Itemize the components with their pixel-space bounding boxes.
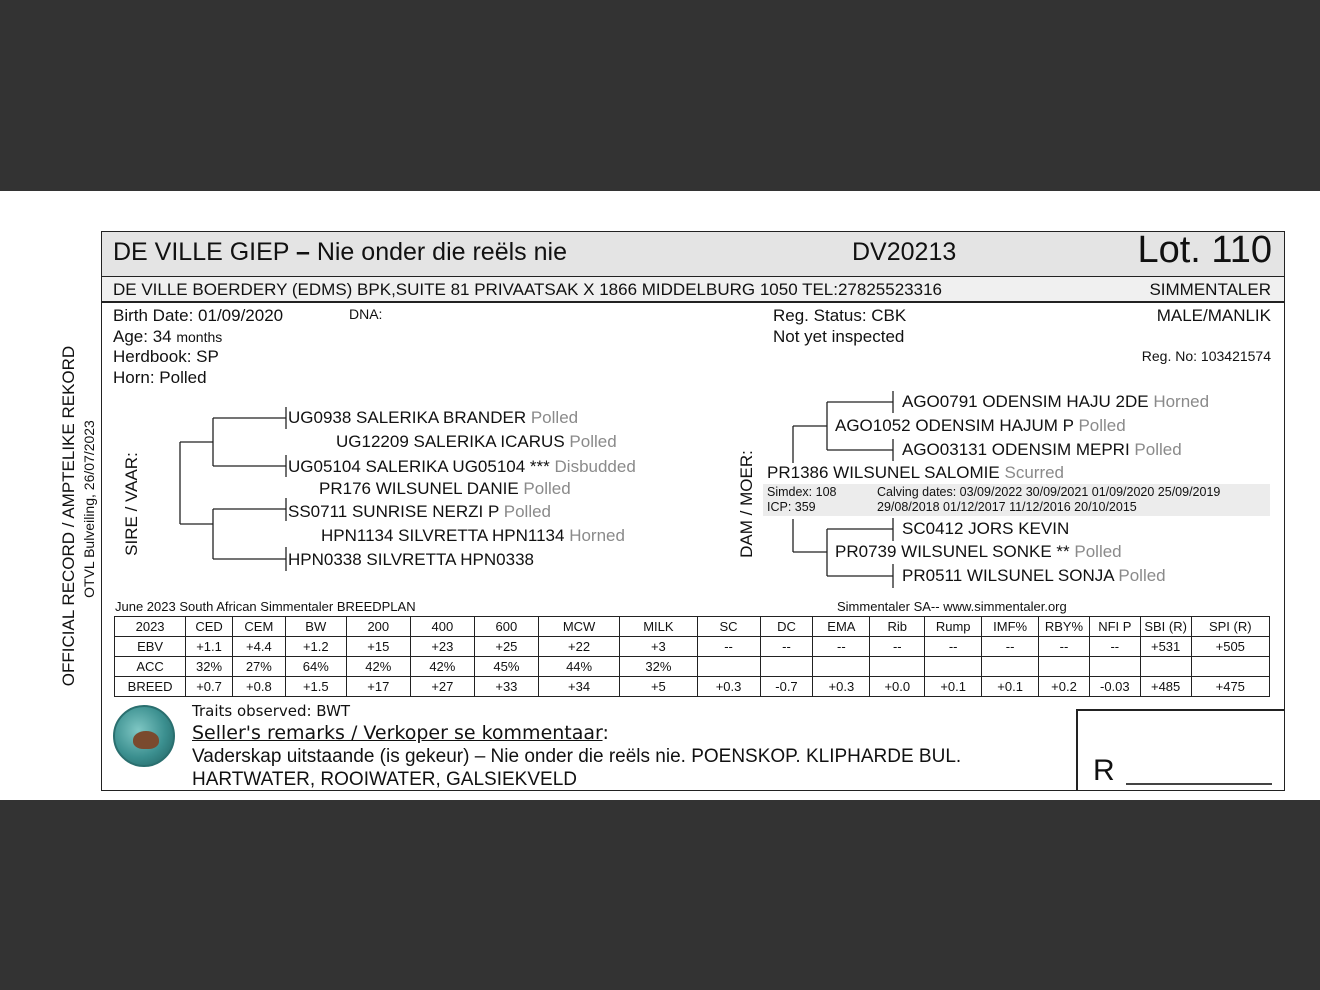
ebv-cell: -- [1089,637,1140,657]
ebv-header-cell: MCW [538,617,619,637]
age-value: Age: 34 [113,327,172,346]
ebv-cell: +531 [1140,637,1191,657]
sire-entry-2: UG12209 SALERIKA ICARUS Polled [336,432,617,451]
ebv-cell [1140,657,1191,677]
ebv-cell: +0.1 [925,677,982,697]
ebv-header-cell: IMF% [982,617,1039,637]
ebv-cell: +22 [538,637,619,657]
sex: MALE/MANLIK [1156,306,1271,325]
price-prefix: R [1093,754,1115,787]
ebv-table [114,616,1270,697]
society-logo-icon [113,705,175,767]
dam-entry-6: PR0739 WILSUNEL SONKE ** Polled [835,542,1122,561]
ebv-header-cell: SPI (R) [1191,617,1269,637]
ebv-cell: -0.7 [760,677,813,697]
ebv-cell [760,657,813,677]
ebv-row [115,677,1270,697]
ebv-cell: -- [870,637,925,657]
ebv-cell: +485 [1140,677,1191,697]
ebv-cell: -- [925,637,982,657]
ebv-cell: -- [1039,637,1090,657]
inspection-status: Not yet inspected [773,327,905,346]
dna-label: DNA: [349,306,383,322]
age-unit: months [176,329,223,345]
ebv-header-cell: BW [285,617,346,637]
remarks-heading: Seller's remarks / Verkoper se kommentaar: [192,722,609,744]
animal-title [113,238,567,267]
ebv-cell: +15 [346,637,410,657]
ebv-header-cell: DC [760,617,813,637]
animal-code: DV20213 [852,238,957,266]
ebv-cell [925,657,982,677]
ebv-row [115,657,1270,677]
dam-performance-box [763,484,1270,516]
ebv-cell [1089,657,1140,677]
reg-number: Reg. No: 103421574 [1141,348,1271,364]
ebv-header-cell: MILK [620,617,697,637]
ebv-cell: +23 [410,637,474,657]
price-box-left [1076,709,1078,791]
ebv-cell: -- [982,637,1039,657]
ebv-header-cell: 400 [410,617,474,637]
ebv-cell: +27 [410,677,474,697]
ebv-cell: +34 [538,677,619,697]
ebv-cell: -- [760,637,813,657]
ebv-cell: -- [813,637,870,657]
ebv-cell: +0.8 [232,677,285,697]
ebv-cell: 27% [232,657,285,677]
dam-entry-5: SC0412 JORS KEVIN [902,519,1070,538]
ebv-cell: 44% [538,657,619,677]
sire-entry-6: HPN1134 SILVRETTA HPN1134 Horned [321,526,625,545]
ebv-cell [1191,657,1269,677]
ebv-cell: 64% [285,657,346,677]
reg-status: Reg. Status: CBK [773,306,907,325]
age [113,327,222,347]
ebv-cell: 45% [474,657,538,677]
ebv-cell: +5 [620,677,697,697]
ebv-cell: 32% [186,657,233,677]
ebv-header-cell: CEM [232,617,285,637]
traits-observed: Traits observed: BWT [192,702,351,720]
ebv-cell: 32% [620,657,697,677]
ebv-cell: +0.3 [813,677,870,697]
ebv-cell: +25 [474,637,538,657]
ebv-cell: BREED [115,677,186,697]
ebv-cell: +33 [474,677,538,697]
ebv-cell: +3 [620,637,697,657]
ebv-cell: +0.2 [1039,677,1090,697]
icp: ICP: 359 [767,500,816,514]
ebv-header-cell: NFI P [1089,617,1140,637]
ebv-header-cell: Rump [925,617,982,637]
ebv-cell: +4.4 [232,637,285,657]
ebv-cell: +0.7 [186,677,233,697]
ebv-header-cell: SC [697,617,760,637]
sire-entry-5: SS0711 SUNRISE NERZI P Polled [288,502,552,521]
simdex: Simdex: 108 [767,485,837,499]
animal-name: DE VILLE GIEP [113,238,290,266]
ebv-cell: +0.1 [982,677,1039,697]
ebv-row [115,637,1270,657]
dam-entry-2: AGO1052 ODENSIM HAJUM P Polled [835,416,1126,435]
dam-label: DAM / MOER: [737,450,756,558]
pedigree-card [0,191,1320,800]
ebv-cell: -0.03 [1089,677,1140,697]
ebv-cell: +17 [346,677,410,697]
sire-label: SIRE / VAAR: [122,452,141,556]
price-blank-line[interactable] [1126,783,1272,785]
ebv-cell: +505 [1191,637,1269,657]
sire-entry-4: PR176 WILSUNEL DANIE Polled [319,479,571,498]
calving-dates-1: Calving dates: 03/09/2022 30/09/2021 01/09/2020 25/09/2019 [877,485,1221,499]
dam-entry-1: AGO0791 ODENSIM HAJU 2DE Horned [902,392,1210,411]
breeder-address: DE VILLE BOERDERY (EDMS) BPK,SUITE 81 PRIVAATSAK X 1866 MIDDELBURG 1050 TEL:27825523316 [113,280,942,299]
breed-name: SIMMENTALER [1149,280,1271,299]
ebv-cell: +475 [1191,677,1269,697]
ebv-cell: 42% [346,657,410,677]
ebv-header-cell: SBI (R) [1140,617,1191,637]
ebv-cell: 42% [410,657,474,677]
ebv-cell: +1.5 [285,677,346,697]
ebv-cell [697,657,760,677]
ebv-cell [1039,657,1090,677]
ebv-header-cell: RBY% [1039,617,1090,637]
remarks-line-1: Vaderskap uitstaande (is gekeur) – Nie onder die reëls nie. POENSKOP. KLIPHARDE BUL. [192,746,962,767]
ebv-cell: -- [697,637,760,657]
ebv-cell [982,657,1039,677]
ebv-cell: ACC [115,657,186,677]
ebv-header-row [115,617,1270,637]
birth-date: Birth Date: 01/09/2020 [113,306,284,325]
ebv-cell [813,657,870,677]
ebv-header-cell: 600 [474,617,538,637]
sale-label: OTVL Bulveiling, 26/07/2023 [81,420,97,598]
price-box-top [1076,709,1285,711]
ebv-header-cell: 200 [346,617,410,637]
remarks-line-2: HARTWATER, ROOIWATER, GALSIEKVELD [192,769,577,790]
sire-entry-1: UG0938 SALERIKA BRANDER Polled [288,408,579,427]
breedplan-caption: June 2023 South African Simmentaler BREEDPLAN [115,599,416,614]
ebv-cell: +1.2 [285,637,346,657]
dam-entry-3: AGO03131 ODENSIM MEPRI Polled [902,440,1182,459]
horn-status: Horn: Polled [113,368,207,387]
sire-entry-7: HPN0338 SILVRETTA HPN0338 [288,550,534,569]
ebv-header-cell: Rib [870,617,925,637]
official-record-label: OFFICIAL RECORD / AMPTELIKE REKORD [59,345,78,687]
lot-number: Lot. 110 [1137,229,1272,271]
title-dash: – [295,238,310,266]
dam-entry-7: PR0511 WILSUNEL SONJA Polled [902,566,1166,585]
sire-entry-3: UG05104 SALERIKA UG05104 *** Disbudded [288,457,636,476]
calving-dates-2: 29/08/2018 01/12/2017 11/12/2016 20/10/2015 [877,500,1137,514]
ebv-header-cell: 2023 [115,617,186,637]
animal-subtitle: Nie onder die reëls nie [316,238,567,266]
herdbook: Herdbook: SP [113,347,219,366]
ebv-cell: EBV [115,637,186,657]
ebv-header-cell: CED [186,617,233,637]
breedplan-source: Simmentaler SA-- www.simmentaler.org [837,599,1067,614]
ebv-cell [870,657,925,677]
ebv-header-cell: EMA [813,617,870,637]
ebv-cell: +1.1 [186,637,233,657]
dam-entry-4: PR1386 WILSUNEL SALOMIE Scurred [767,463,1065,482]
ebv-cell: +0.3 [697,677,760,697]
ebv-cell: +0.0 [870,677,925,697]
